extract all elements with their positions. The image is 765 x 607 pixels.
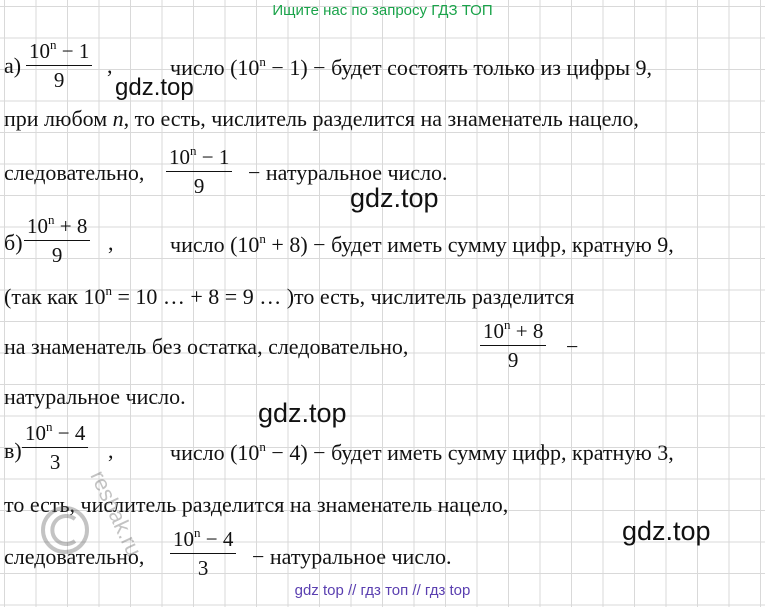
part-a-fraction-2: $\frac{10^n - 1}{9}$ [166,144,232,197]
part-c-line3-end: − натуральное число. [252,544,452,569]
watermark: gdz.top [350,183,439,213]
part-b-line3-end: − [566,334,579,359]
part-a-fraction: $\frac{10^n - 1}{9}$ [26,38,92,91]
part-b-fraction-2: $\frac{10^n + 8}{9}$ [480,318,546,371]
part-c-line3: следовательно, [4,544,145,569]
part-b-line2: (так как $10^n = 10$ … + 8 = 9 … )то есть, числитель разделится [4,283,575,309]
part-b-comma: , [108,230,114,255]
part-c-comma: , [108,438,114,463]
part-b-fraction: $\frac{10^n + 8}{9}$ [24,213,90,266]
part-a-label: а) [4,53,22,78]
part-a-line2: при любом n, то есть, числитель разделится на знаменатель нацело, [4,106,639,131]
svg-text:reshak.ru: reshak.ru [85,466,147,561]
part-a-comma: , [107,53,113,78]
part-b-line1: число $(10^n + 8)$ − будет иметь сумму цифр, кратную 9, [170,231,674,257]
watermark: gdz.top [258,398,347,428]
part-c-line2: то есть, числитель разделится на знаменатель нацело, [4,492,509,517]
part-c-fraction-2: $\frac{10^n - 4}{3}$ [170,526,236,579]
part-a-line3: следовательно, [4,160,145,185]
part-a-line3-end: − натуральное число. [248,160,448,185]
part-c-label: в) [4,438,22,463]
part-c-line1: число $(10^n - 4)$ − будет иметь сумму цифр, кратную 3, [170,439,674,465]
bottom-banner: gdz top // гдз топ // гдз top [294,582,471,599]
part-b-line4: натуральное число. [4,384,186,409]
watermark: gdz.top [115,74,194,101]
part-b-label: б) [4,230,23,255]
part-a-line1: число $(10^n - 1)$ − будет состоять только из цифры 9, [170,54,653,80]
top-banner: Ищите нас по запросу ГДЗ ТОП [272,2,493,19]
watermark: gdz.top [622,516,711,546]
part-c-fraction: $\frac{10^n - 4}{3}$ [22,420,88,473]
reshak-stamp-logo [20,455,147,575]
part-b-line3: на знаменатель без остатка, следовательно, [4,334,409,359]
